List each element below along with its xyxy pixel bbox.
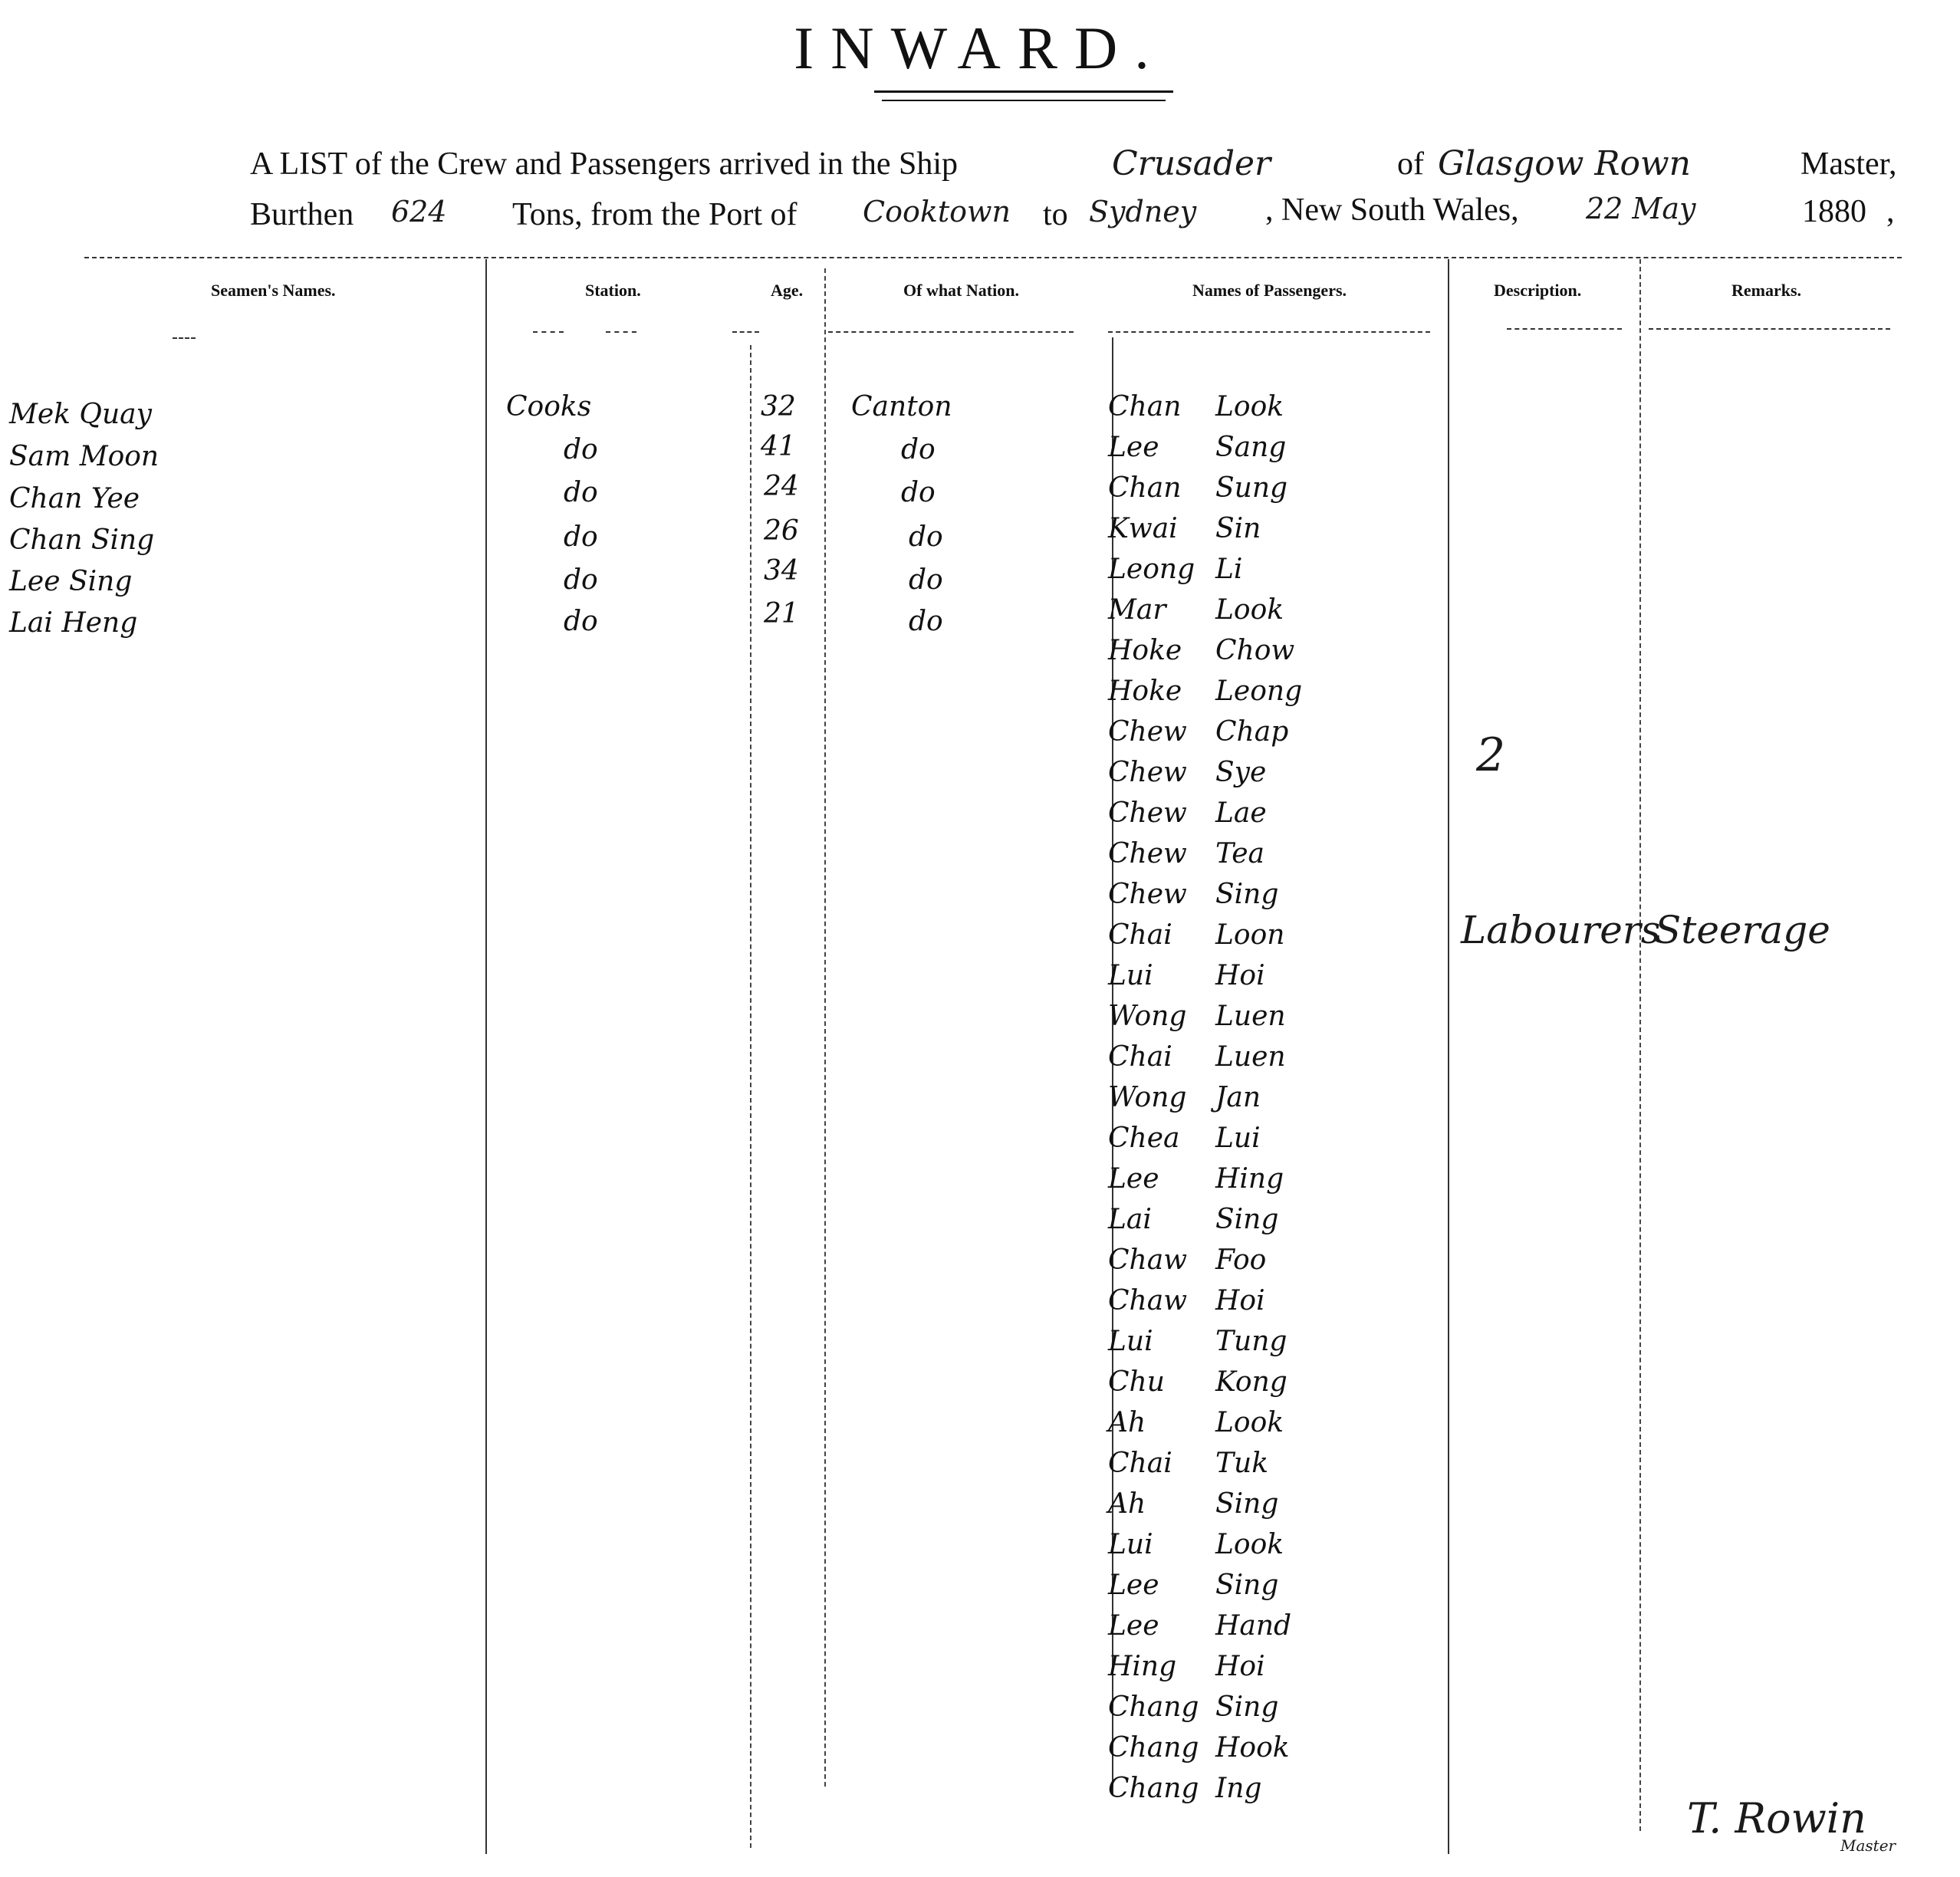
passenger-first-name: Chai <box>1108 1041 1172 1073</box>
passenger-first-name: Chew <box>1108 716 1187 748</box>
crew-name: Chan Yee <box>9 483 140 514</box>
passenger-last-name: Sing <box>1215 1570 1279 1601</box>
passenger-last-name: Look <box>1215 1529 1284 1560</box>
passenger-last-name: Sung <box>1215 472 1288 504</box>
passenger-last-name: Luen <box>1215 1001 1286 1032</box>
passenger-last-name: Sin <box>1215 513 1261 544</box>
crew-station: do <box>564 521 598 553</box>
passenger-last-name: Chow <box>1215 635 1295 666</box>
crew-name: Sam Moon <box>9 441 159 472</box>
remarks-steerage: Steerage <box>1655 908 1830 952</box>
crew-name: Lee Sing <box>9 566 133 597</box>
crew-name: Mek Quay <box>9 399 152 430</box>
passenger-last-name: Sing <box>1215 1691 1279 1723</box>
passenger-first-name: Chu <box>1108 1366 1165 1398</box>
passenger-last-name: Leong <box>1215 676 1303 707</box>
passenger-first-name: Lui <box>1108 960 1153 991</box>
passenger-first-name: Chang <box>1108 1691 1199 1723</box>
col-nation-header: Of what Nation. <box>903 281 1019 300</box>
passenger-last-name: Sing <box>1215 1488 1279 1520</box>
burthen-label: Burthen <box>250 197 354 232</box>
crew-age: 26 <box>764 515 799 547</box>
passenger-last-name: Sang <box>1215 432 1287 463</box>
passenger-first-name: Ah <box>1108 1488 1146 1520</box>
to-label: to <box>1043 197 1068 232</box>
passenger-last-name: Hoi <box>1215 1651 1265 1682</box>
passenger-first-name: Leong <box>1108 554 1195 585</box>
col-description-header: Description. <box>1494 281 1582 300</box>
master-label: Master, <box>1801 146 1897 182</box>
master-signature: T. Rowin <box>1687 1794 1866 1842</box>
passenger-first-name: Chan <box>1108 391 1182 422</box>
crew-station: Cooks <box>506 391 592 422</box>
passenger-last-name: Look <box>1215 391 1284 422</box>
passenger-first-name: Hoke <box>1108 676 1182 707</box>
passenger-first-name: Lee <box>1108 1570 1159 1601</box>
passenger-last-name: Sing <box>1215 1204 1279 1235</box>
col-age-header: Age. <box>771 281 804 300</box>
passenger-first-name: Chew <box>1108 838 1187 869</box>
description-remarks-divider <box>1639 259 1641 1831</box>
passenger-last-name: Tuk <box>1215 1448 1269 1479</box>
passenger-last-name: Kong <box>1215 1366 1287 1398</box>
passenger-last-name: Hoi <box>1215 960 1265 991</box>
of-label: of <box>1397 146 1424 182</box>
passenger-first-name: Chew <box>1108 757 1187 788</box>
title-underline-secondary <box>882 100 1166 101</box>
passenger-first-name: Chan <box>1108 472 1182 504</box>
col-seamen-header: Seamen's Names. <box>211 281 336 300</box>
passenger-first-name: Hing <box>1108 1651 1177 1682</box>
dash-mark <box>173 337 196 339</box>
passenger-last-name: Li <box>1215 554 1243 585</box>
passenger-last-name: Luen <box>1215 1041 1286 1073</box>
passenger-last-name: Look <box>1215 1407 1284 1438</box>
crew-age: 21 <box>764 598 799 630</box>
arrival-date: 22 May <box>1586 192 1696 225</box>
passenger-first-name: Mar <box>1108 594 1166 626</box>
passenger-last-name: Hook <box>1215 1732 1290 1764</box>
description-labourers: Labourers <box>1461 908 1661 952</box>
header-line1-prefix: A LIST of the Crew and Passengers arrived in the Ship <box>250 146 959 182</box>
passenger-last-name: Loon <box>1215 919 1285 951</box>
crew-station: do <box>564 434 598 465</box>
passengers-description-divider <box>1448 259 1449 1854</box>
tons-label: Tons, from the Port of <box>512 197 797 232</box>
nsw-label: , New South Wales, <box>1265 192 1519 228</box>
col-passengers-header: Names of Passengers. <box>1192 281 1347 300</box>
passenger-first-name: Hoke <box>1108 635 1182 666</box>
passenger-first-name: Lui <box>1108 1326 1153 1357</box>
passenger-last-name: Tea <box>1215 838 1264 869</box>
passenger-last-name: Lae <box>1215 797 1267 829</box>
passenger-first-name: Lui <box>1108 1529 1153 1560</box>
col-remarks-header: Remarks. <box>1731 281 1802 300</box>
to-port: Sydney <box>1089 195 1197 228</box>
crew-name: Chan Sing <box>9 524 155 556</box>
passenger-first-name: Chew <box>1108 797 1187 829</box>
port-master: Glasgow Rown <box>1438 144 1691 183</box>
passenger-first-name: Lee <box>1108 1610 1159 1642</box>
dash-mark <box>732 331 759 333</box>
nation-subrule <box>828 331 1074 333</box>
passenger-last-name: Ing <box>1215 1773 1262 1804</box>
year-suffix: , <box>1886 194 1895 229</box>
age-nation-divider <box>824 268 826 1787</box>
passenger-first-name: Chang <box>1108 1732 1199 1764</box>
arrival-year: 1880 <box>1802 194 1866 229</box>
passenger-first-name: Kwai <box>1108 513 1178 544</box>
crew-nation: do <box>909 564 943 596</box>
crew-name: Lai Heng <box>9 607 138 639</box>
passenger-first-name: Chea <box>1108 1123 1180 1154</box>
passenger-last-name: Tung <box>1215 1326 1287 1357</box>
signature-title: Master <box>1840 1836 1896 1855</box>
page-title: INWARD. <box>794 15 1166 81</box>
crew-age: 24 <box>764 471 799 502</box>
passenger-last-name: Sing <box>1215 879 1279 910</box>
dash-mark <box>606 331 636 333</box>
passenger-last-name: Hoi <box>1215 1285 1265 1317</box>
crew-station: do <box>564 606 598 637</box>
passenger-last-name: Look <box>1215 594 1284 626</box>
passenger-first-name: Lai <box>1108 1204 1152 1235</box>
passenger-first-name: Lee <box>1108 1163 1159 1195</box>
passenger-first-name: Chaw <box>1108 1285 1188 1317</box>
ship-name: Crusader <box>1112 144 1271 183</box>
passenger-last-name: Hand <box>1215 1610 1292 1642</box>
passengers-subrule <box>1108 331 1430 333</box>
passenger-first-name: Chew <box>1108 879 1187 910</box>
crew-age: 41 <box>761 431 796 462</box>
title-underline <box>874 90 1173 93</box>
passenger-first-name: Lee <box>1108 432 1159 463</box>
description-subrule <box>1507 328 1622 330</box>
crew-age: 32 <box>761 391 796 422</box>
crew-age: 34 <box>764 555 799 587</box>
crew-station: do <box>564 477 598 508</box>
from-port: Cooktown <box>863 195 1011 228</box>
passenger-last-name: Foo <box>1215 1244 1267 1276</box>
passenger-first-name: Ah <box>1108 1407 1146 1438</box>
passenger-first-name: Wong <box>1108 1082 1187 1113</box>
passenger-first-name: Wong <box>1108 1001 1187 1032</box>
passenger-count-mark: 2 <box>1476 728 1506 782</box>
passenger-last-name: Lui <box>1215 1123 1261 1154</box>
dash-mark <box>533 331 564 333</box>
crew-nation: do <box>901 434 936 465</box>
passenger-last-name: Sye <box>1215 757 1267 788</box>
crew-nation: Canton <box>851 391 952 422</box>
passenger-last-name: Chap <box>1215 716 1289 748</box>
header-rule <box>84 257 1902 258</box>
crew-station: do <box>564 564 598 596</box>
burthen-value: 624 <box>391 195 447 228</box>
station-age-divider <box>750 345 751 1848</box>
passenger-first-name: Chaw <box>1108 1244 1188 1276</box>
seamen-station-divider <box>485 259 487 1854</box>
passenger-first-name: Chai <box>1108 919 1172 951</box>
passenger-first-name: Chai <box>1108 1448 1172 1479</box>
crew-nation: do <box>909 606 943 637</box>
passenger-last-name: Hing <box>1215 1163 1284 1195</box>
passenger-last-name: Jan <box>1215 1082 1261 1113</box>
remarks-subrule <box>1649 328 1890 330</box>
passenger-first-name: Chang <box>1108 1773 1199 1804</box>
col-station-header: Station. <box>585 281 641 300</box>
crew-nation: do <box>901 477 936 508</box>
crew-nation: do <box>909 521 943 553</box>
